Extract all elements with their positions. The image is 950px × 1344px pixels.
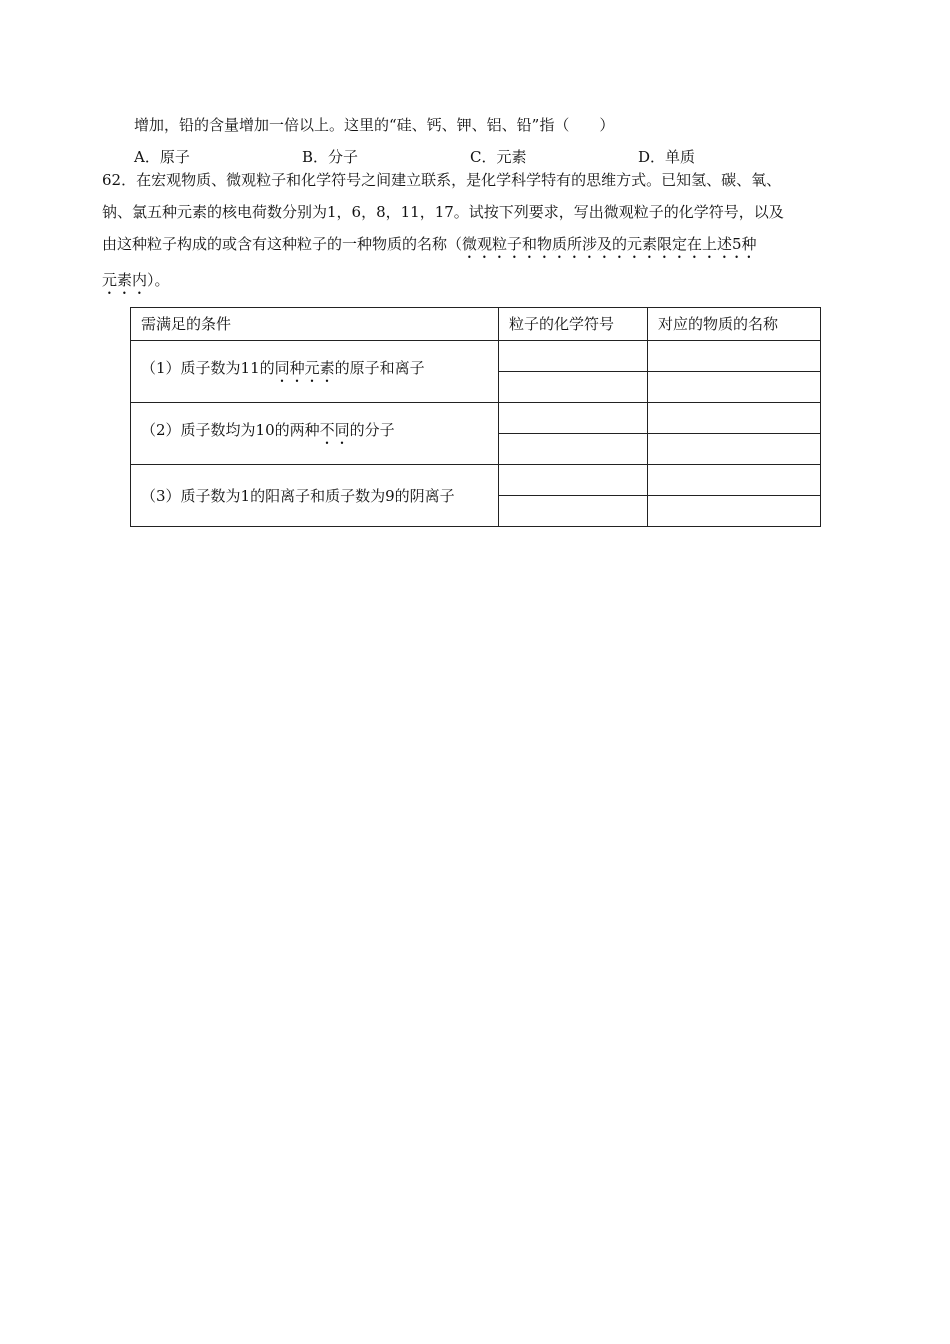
- answer-cell[interactable]: [648, 434, 821, 465]
- table-row: [131, 341, 821, 372]
- header-condition: 需满足的条件: [131, 308, 499, 341]
- option-a[interactable]: A．原子: [134, 148, 190, 166]
- answer-table: [130, 307, 821, 527]
- answer-cell[interactable]: [499, 341, 648, 372]
- emphasized-text: 同种元素: [274, 358, 335, 377]
- answer-cell[interactable]: [648, 403, 821, 434]
- emphasized-text: 微观粒子和物质所涉及的元素限定在上述5种: [462, 235, 757, 253]
- answer-cell[interactable]: [648, 465, 821, 496]
- text-fragment: 增加: [134, 116, 165, 134]
- text-fragment: 的分子: [349, 420, 395, 439]
- question-62-line-3: [102, 234, 757, 262]
- text-fragment: ，铅的含量增加一倍以上。这里的“硅、钙、钾、铝、铅”指（ ）: [164, 116, 615, 134]
- text-fragment: 的原子和离子: [334, 358, 425, 377]
- condition-2: [131, 403, 499, 465]
- answer-cell[interactable]: [499, 403, 648, 434]
- option-c[interactable]: C．元素: [470, 148, 527, 166]
- option-b[interactable]: B．分子: [302, 148, 359, 166]
- line-increase-lead: [134, 115, 614, 135]
- table-row: [131, 465, 821, 496]
- answer-cell[interactable]: [499, 465, 648, 496]
- answer-cell[interactable]: [648, 341, 821, 372]
- table-row: [131, 403, 821, 434]
- answer-cell[interactable]: [648, 372, 821, 403]
- question-62-line-4: [102, 270, 170, 298]
- answer-cell[interactable]: [499, 496, 648, 527]
- header-symbol: 粒子的化学符号: [499, 308, 648, 341]
- text-fragment: （2）质子数均为10的两种: [141, 420, 320, 439]
- header-substance: 对应的物质的名称: [648, 308, 821, 341]
- table-header-row: [131, 308, 821, 341]
- emphasized-text: 不同: [319, 420, 350, 439]
- condition-1: [131, 341, 499, 403]
- question-62-line-2: 钠、氯五种元素的核电荷数分别为1，6，8，11，17。试按下列要求，写出微观粒子的化学符号，以及: [102, 203, 784, 221]
- answer-cell[interactable]: [499, 372, 648, 403]
- text-fragment: ）。: [147, 271, 170, 289]
- option-d[interactable]: D．单质: [638, 148, 696, 166]
- question-62-line-1: 62．在宏观物质、微观粒子和化学符号之间建立联系，是化学科学特有的思维方式。已知氢、碳、氧、: [102, 171, 782, 189]
- answer-cell[interactable]: [499, 434, 648, 465]
- text-fragment: 由这种粒子构成的或含有这种粒子的一种物质的名称（: [102, 235, 463, 253]
- answer-cell[interactable]: [648, 496, 821, 527]
- condition-3: （3）质子数为1的阳离子和质子数为9的阴离子: [131, 465, 499, 527]
- emphasized-text: 元素内: [102, 271, 148, 289]
- text-fragment: （1）质子数为11的: [141, 358, 275, 377]
